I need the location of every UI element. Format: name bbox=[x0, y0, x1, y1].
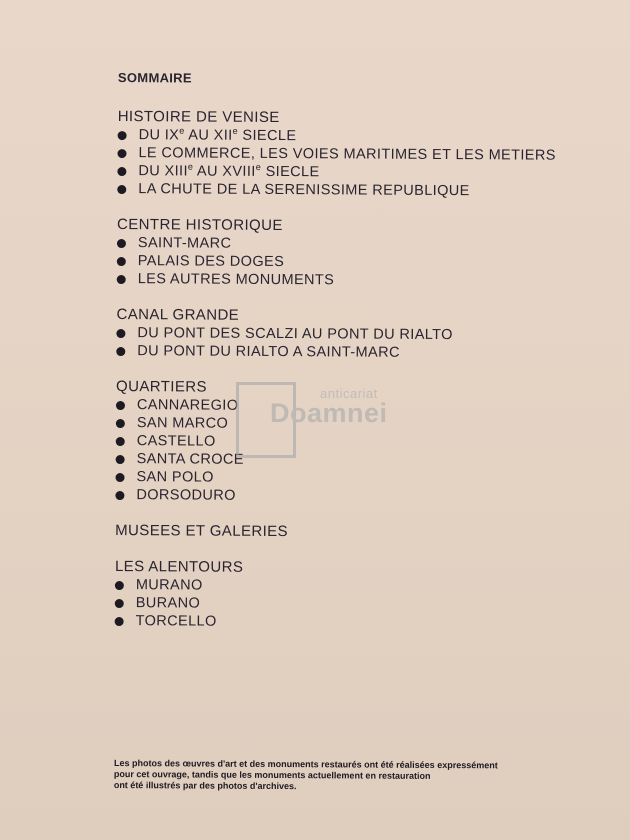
toc-item-label bbox=[137, 396, 239, 415]
label-part: AU XVIII bbox=[193, 163, 256, 180]
toc-section bbox=[110, 306, 570, 363]
bullet-icon bbox=[118, 131, 127, 140]
bullet-icon bbox=[115, 617, 124, 626]
label-part: TORCELLO bbox=[135, 613, 217, 630]
footnote-line: Les photos des œuvres d'art et des monuments restaurés ont été réalisées expressément bbox=[113, 758, 498, 771]
toc-item bbox=[110, 342, 570, 363]
toc-item-label bbox=[138, 252, 284, 271]
toc-item-label bbox=[136, 612, 217, 630]
label-part: DU XIII bbox=[138, 163, 188, 180]
toc-item bbox=[109, 486, 569, 507]
label-part: LA CHUTE DE LA SERENISSIME REPUBLIQUE bbox=[138, 181, 470, 200]
toc-section bbox=[111, 216, 571, 291]
label-part: SIECLE bbox=[237, 127, 297, 145]
label-part: SAN POLO bbox=[136, 469, 214, 486]
label-part: MURANO bbox=[135, 577, 203, 594]
section-title: QUARTIERS bbox=[116, 378, 207, 396]
label-part: CANNAREGIO bbox=[136, 397, 239, 414]
label-part: DU PONT DES SCALZI AU PONT DU RIALTO bbox=[137, 325, 453, 344]
toc-section bbox=[109, 558, 569, 633]
watermark-big-text: Doamnei bbox=[270, 398, 388, 428]
footnote-line: pour cet ouvrage, tandis que les monuments actuellement en restauration bbox=[113, 768, 431, 781]
bullet-icon bbox=[116, 347, 125, 356]
toc-item bbox=[109, 612, 569, 633]
bullet-icon bbox=[116, 455, 125, 464]
label-part: LE COMMERCE, LES VOIES MARITIMES ET LES METIERS bbox=[138, 145, 556, 164]
toc-item-label bbox=[136, 594, 201, 612]
footnote-line: ont été illustrés par des photos d'archives. bbox=[113, 779, 297, 792]
label-part: AU XII bbox=[184, 127, 233, 144]
toc-item-label bbox=[137, 414, 229, 433]
bullet-icon bbox=[117, 167, 126, 176]
toc-item-label bbox=[138, 234, 232, 253]
bullet-icon bbox=[117, 185, 126, 194]
toc-section bbox=[109, 522, 569, 543]
label-part: LES AUTRES MONUMENTS bbox=[137, 271, 335, 289]
superscript: e bbox=[255, 162, 262, 173]
label-part: DU PONT DU RIALTO A SAINT-MARC bbox=[137, 343, 400, 361]
bullet-icon bbox=[116, 401, 125, 410]
toc-item-label bbox=[136, 468, 213, 486]
bullet-icon bbox=[116, 419, 125, 428]
superscript: e bbox=[187, 161, 194, 172]
section-title: CANAL GRANDE bbox=[116, 306, 240, 324]
superscript: e bbox=[179, 125, 185, 136]
toc-item-label bbox=[138, 270, 335, 289]
toc-item bbox=[111, 180, 571, 201]
toc-item-label bbox=[138, 162, 319, 181]
toc-item-label bbox=[137, 450, 244, 469]
bullet-icon bbox=[115, 473, 124, 482]
label-part: DU IX bbox=[138, 127, 180, 144]
toc-item-label bbox=[137, 432, 216, 450]
bullet-icon bbox=[116, 329, 125, 338]
toc-item-label bbox=[138, 180, 470, 200]
bullet-icon bbox=[115, 491, 124, 500]
label-part: SANTA CROCE bbox=[136, 451, 244, 468]
label-part: PALAIS DES DOGES bbox=[137, 253, 285, 271]
toc-section bbox=[111, 108, 572, 201]
label-part: DORSODURO bbox=[136, 487, 236, 504]
section-title: MUSEES ET GALERIES bbox=[115, 522, 289, 541]
section-title: LES ALENTOURS bbox=[114, 558, 244, 576]
label-part: SIECLE bbox=[261, 163, 320, 181]
bullet-icon bbox=[117, 275, 126, 284]
toc-item bbox=[111, 270, 571, 291]
watermark bbox=[236, 382, 416, 462]
footnote bbox=[114, 758, 534, 794]
bullet-icon bbox=[115, 599, 124, 608]
toc-item-label bbox=[137, 342, 400, 362]
toc-title: SOMMAIRE bbox=[117, 70, 192, 86]
toc-item-label bbox=[137, 324, 453, 344]
label-part: BURANO bbox=[135, 595, 201, 612]
section-title: CENTRE HISTORIQUE bbox=[117, 216, 283, 235]
toc-sections bbox=[109, 108, 572, 633]
bullet-icon bbox=[115, 581, 124, 590]
table-of-contents bbox=[108, 70, 572, 651]
label-part: SAN MARCO bbox=[136, 415, 229, 432]
section-title: HISTOIRE DE VENISE bbox=[117, 108, 280, 127]
bullet-icon bbox=[117, 239, 126, 248]
toc-item-label bbox=[139, 126, 297, 145]
bullet-icon bbox=[117, 149, 126, 158]
bullet-icon bbox=[116, 437, 125, 446]
watermark-small-text: anticariat bbox=[320, 386, 378, 401]
toc-item-label bbox=[136, 486, 236, 505]
bullet-icon bbox=[117, 257, 126, 266]
label-part: CASTELLO bbox=[136, 433, 216, 450]
toc-item-label bbox=[136, 576, 203, 594]
label-part: SAINT-MARC bbox=[137, 235, 232, 252]
superscript: e bbox=[232, 125, 239, 136]
